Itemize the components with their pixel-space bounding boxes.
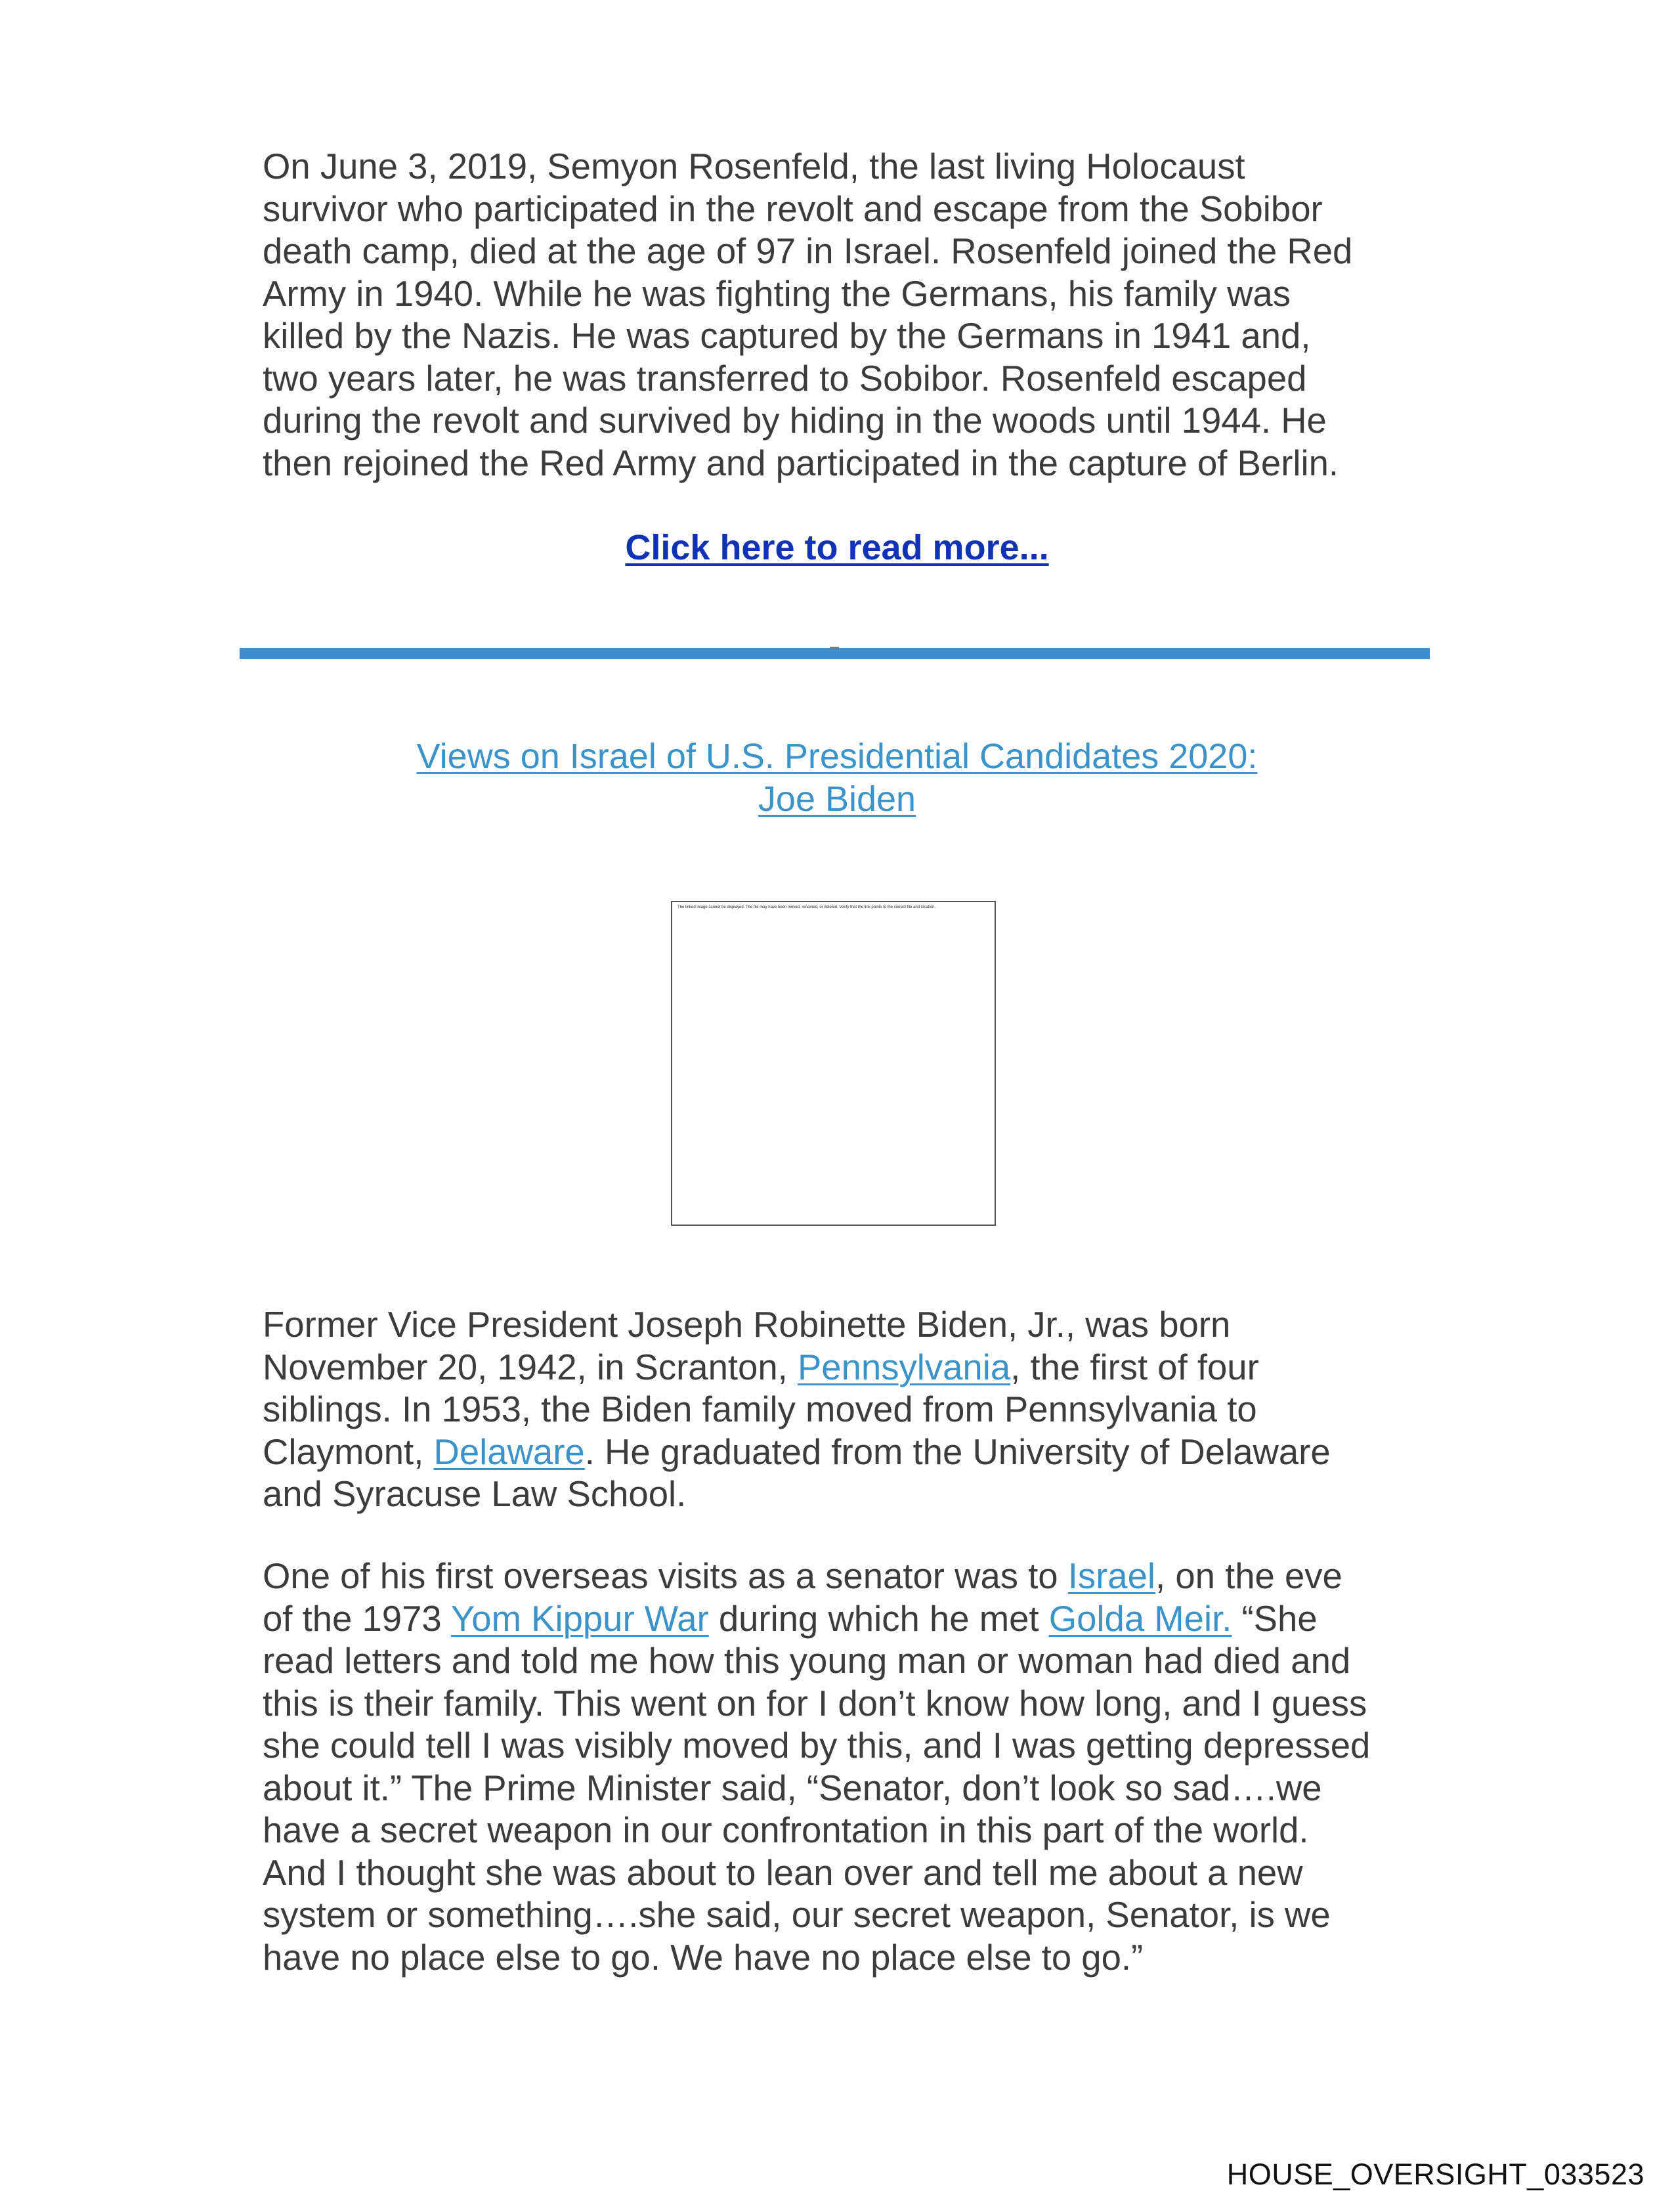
pennsylvania-link[interactable]: Pennsylvania (797, 1347, 1011, 1387)
paragraph-line: during the revolt and survived by hiding in the woods until 1944. He (263, 401, 1327, 441)
paragraph-text: Claymont, (263, 1431, 434, 1472)
paragraph-line: And I thought she was about to lean over and tell me about a new (263, 1852, 1303, 1893)
paragraph-line: read letters and told me how this young man or woman had died and (263, 1641, 1351, 1681)
section-title-line: Joe Biden (758, 779, 916, 819)
paragraph-text: , the first of four (1010, 1347, 1259, 1387)
paragraph-line: she could tell I was visibly moved by this, and I was getting depressed (263, 1725, 1371, 1766)
israel-link[interactable]: Israel (1067, 1556, 1156, 1596)
broken-image-placeholder (671, 901, 996, 1226)
paragraph-line: Army in 1940. While he was fighting the Germans, his family was (263, 273, 1291, 314)
paragraph-text: One of his first overseas visits as a senator was to (263, 1556, 1068, 1596)
paragraph-line: On June 3, 2019, Semyon Rosenfeld, the last living Holocaust (263, 146, 1245, 186)
read-more-link[interactable]: Click here to read more... (625, 528, 1049, 567)
paragraph-line: have a secret weapon in our confrontation in this part of the world. (263, 1810, 1309, 1850)
paragraph-line: have no place else to go. We have no place else to go.” (263, 1937, 1144, 1978)
paragraph-line: system or something….she said, our secret weapon, Senator, is we (263, 1895, 1331, 1935)
golda-meir-link[interactable]: Golda Meir. (1048, 1598, 1232, 1639)
paragraph-line: siblings. In 1953, the Biden family moved from Pennsylvania to (263, 1389, 1257, 1429)
paragraph-line: killed by the Nazis. He was captured by the Germans in 1941 and, (263, 316, 1311, 356)
paragraph-line: about it.” The Prime Minister said, “Senator, don’t look so sad….we (263, 1767, 1322, 1808)
image-alt-text: The linked image cannot be displayed. The file may have been moved, renamed, or deleted. Verify that the link points to the correct file and location. (677, 905, 936, 909)
article-paragraph-rosenfeld (263, 146, 1444, 485)
yom-kippur-war-link[interactable]: Yom Kippur War (450, 1598, 709, 1639)
paragraph-text: “She (1232, 1598, 1318, 1639)
paragraph-line: death camp, died at the age of 97 in Israel. Rosenfeld joined the Red (263, 231, 1353, 271)
paragraph-line: then rejoined the Red Army and participated in the capture of Berlin. (263, 443, 1339, 483)
read-more-container (0, 527, 1674, 569)
paragraph-line: and Syracuse Law School. (263, 1474, 687, 1514)
paragraph-text: during which he met (708, 1598, 1049, 1639)
paragraph-line: survivor who participated in the revolt and escape from the Sobibor (263, 188, 1323, 229)
section-title (0, 735, 1674, 821)
paragraph-line: two years later, he was transferred to Sobibor. Rosenfeld escaped (263, 358, 1307, 399)
document-id-stamp: HOUSE_OVERSIGHT_033523 (1226, 2158, 1644, 2191)
paragraph-text: . He graduated from the University of Delaware (584, 1431, 1331, 1472)
paragraph-text: , on the eve (1155, 1556, 1342, 1596)
paragraph-line: this is their family. This went on for I don’t know how long, and I guess (263, 1683, 1367, 1724)
paragraph-text: November 20, 1942, in Scranton, (263, 1347, 798, 1387)
biography-paragraph-2 (263, 1555, 1444, 1979)
biography-paragraph-1 (263, 1304, 1444, 1516)
paragraph-text: of the 1973 (263, 1598, 451, 1639)
section-divider (240, 648, 1430, 659)
divider-tick-mark (830, 647, 839, 649)
section-title-link[interactable] (417, 737, 1258, 819)
paragraph-line: Former Vice President Joseph Robinette Biden, Jr., was born (263, 1305, 1231, 1345)
delaware-link[interactable]: Delaware (433, 1431, 585, 1472)
section-title-line: Views on Israel of U.S. Presidential Candidates 2020: (416, 737, 1258, 776)
